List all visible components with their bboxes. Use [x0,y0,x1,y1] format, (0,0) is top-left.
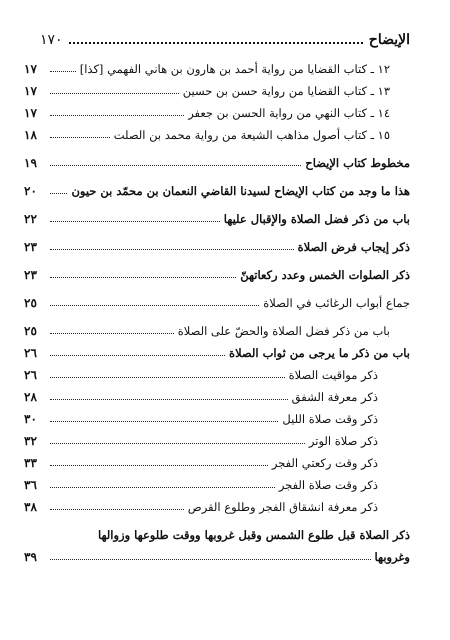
toc-entry-text: ذكر وقت ركعتي الفجر [271,456,378,470]
toc-entry-page: ٢٦ [24,346,37,360]
page-number: ١٧٠ [40,32,63,48]
toc-entry-text: ذكر معرفة الشفق [291,390,378,404]
toc-entry-text: ذكر معرفة انشقاق الفجر وطلوع القرص [187,500,378,514]
toc-entry-text: ذكر وقت صلاة الفجر [278,478,378,492]
toc-entry-page: ٢٦ [24,368,37,382]
toc-entry-page: ٣٨ [24,500,37,514]
toc-entry [24,254,410,282]
toc-entry [24,226,410,254]
leader-dots [50,421,278,422]
toc-entry [24,470,410,492]
toc-entry [24,382,410,404]
toc-entry [24,76,410,98]
header-leader-dots [69,42,363,44]
toc-entry [24,54,410,76]
leader-dots [50,71,76,72]
toc-entry [24,404,410,426]
leader-dots [50,305,259,306]
toc-entry-text: جماع أبواب الرغائب في الصلاة [263,296,410,310]
toc-entry-page: ١٧ [24,62,37,76]
toc-entry-text: ذكر مواقيت الصلاة [288,368,378,382]
toc-entry [24,98,410,120]
leader-dots [50,355,225,356]
leader-dots [50,399,288,400]
toc-entry-page: ٢٥ [24,324,37,338]
leader-dots [50,377,285,378]
leader-dots [50,115,184,116]
leader-dots [50,277,236,278]
toc-entry-text: باب من ذكر فضل الصلاة والحضّ على الصلاة [177,324,390,338]
toc-entry-page: ٣٢ [24,434,37,448]
toc-entry-page: ٢٨ [24,390,37,404]
toc-entry-text: ذكر الصلاة قبل طلوع الشمس وقبل غروبها ووقت طلوعها وزوالها [97,528,410,542]
leader-dots [50,137,110,138]
toc-entry-text: باب من ذكر فضل الصلاة والإقبال عليها [223,212,410,226]
toc-entry-page: ٢٣ [24,268,37,282]
leader-dots [50,333,174,334]
toc-entry-page: ٢٠ [24,184,37,198]
toc-entry [24,198,410,226]
running-title: الإيضاح [368,32,410,48]
toc-entry-text: ذكر إيجاب فرض الصلاة [297,240,410,254]
toc-entry [24,338,410,360]
leader-dots [50,165,301,166]
toc-entry [24,170,410,198]
leader-dots [50,249,294,250]
leader-dots [50,559,371,560]
toc-entry-text: ذكر وقت صلاة الليل [282,412,378,426]
toc-entry [24,282,410,310]
toc-entry-text: ١٤ ـ كتاب النهي من رواية الحسن بن جعفر [188,106,390,120]
page-header [40,24,410,48]
toc-entry [24,142,410,170]
toc-entry-text: ١٥ ـ كتاب أصول مذاهب الشيعة من رواية محمد بن الصلت [113,128,390,142]
leader-dots [50,93,179,94]
toc-entry [24,310,410,338]
toc-entry-text: مخطوط كتاب الإيضاح [305,156,410,170]
toc-entry-page: ٢٣ [24,240,37,254]
toc-entry-continuation [24,542,410,564]
leader-dots [50,221,220,222]
toc-entry-page: ١٧ [24,106,37,120]
toc-entry-text: ١٢ ـ كتاب القضايا من رواية أحمد بن هارون بن هاني الفهمي [كذا] [79,62,390,76]
leader-dots [50,465,268,466]
toc-entry-page: ١٧ [24,84,37,98]
toc-entry-page: ٣٣ [24,456,37,470]
toc-entry [24,426,410,448]
leader-dots [50,193,67,194]
toc-entry-page: ٢٥ [24,296,37,310]
toc-entry-page: ١٩ [24,156,37,170]
toc-entry-page: ٣٩ [24,550,37,564]
toc-entry [24,360,410,382]
toc-entry-text: هذا ما وجد من كتاب الإيضاح لسيدنا القاضي النعمان بن محمّد بن حيون [71,184,410,198]
toc-entry [24,492,410,514]
toc-entry-text: ذكر صلاة الوتر [308,434,378,448]
toc-entry [24,120,410,142]
leader-dots [50,509,184,510]
toc-entry-page: ٣٠ [24,412,37,426]
leader-dots [50,487,275,488]
toc-entry [24,514,410,542]
toc-entry-page: ٣٦ [24,478,37,492]
toc-entry [24,448,410,470]
leader-dots [50,443,305,444]
toc-entry-page: ١٨ [24,128,37,142]
toc-entry-page: ٢٢ [24,212,37,226]
toc-entry-text: وغروبها [374,550,410,564]
toc-entry-text: ١٣ ـ كتاب القضايا من رواية حسن بن حسين [182,84,390,98]
table-of-contents [24,54,410,564]
toc-entry-text: ذكر الصلوات الخمس وعدد ركعاتهنّ [240,268,410,282]
toc-entry-text: باب من ذكر ما يرجى من ثواب الصلاة [229,346,410,360]
